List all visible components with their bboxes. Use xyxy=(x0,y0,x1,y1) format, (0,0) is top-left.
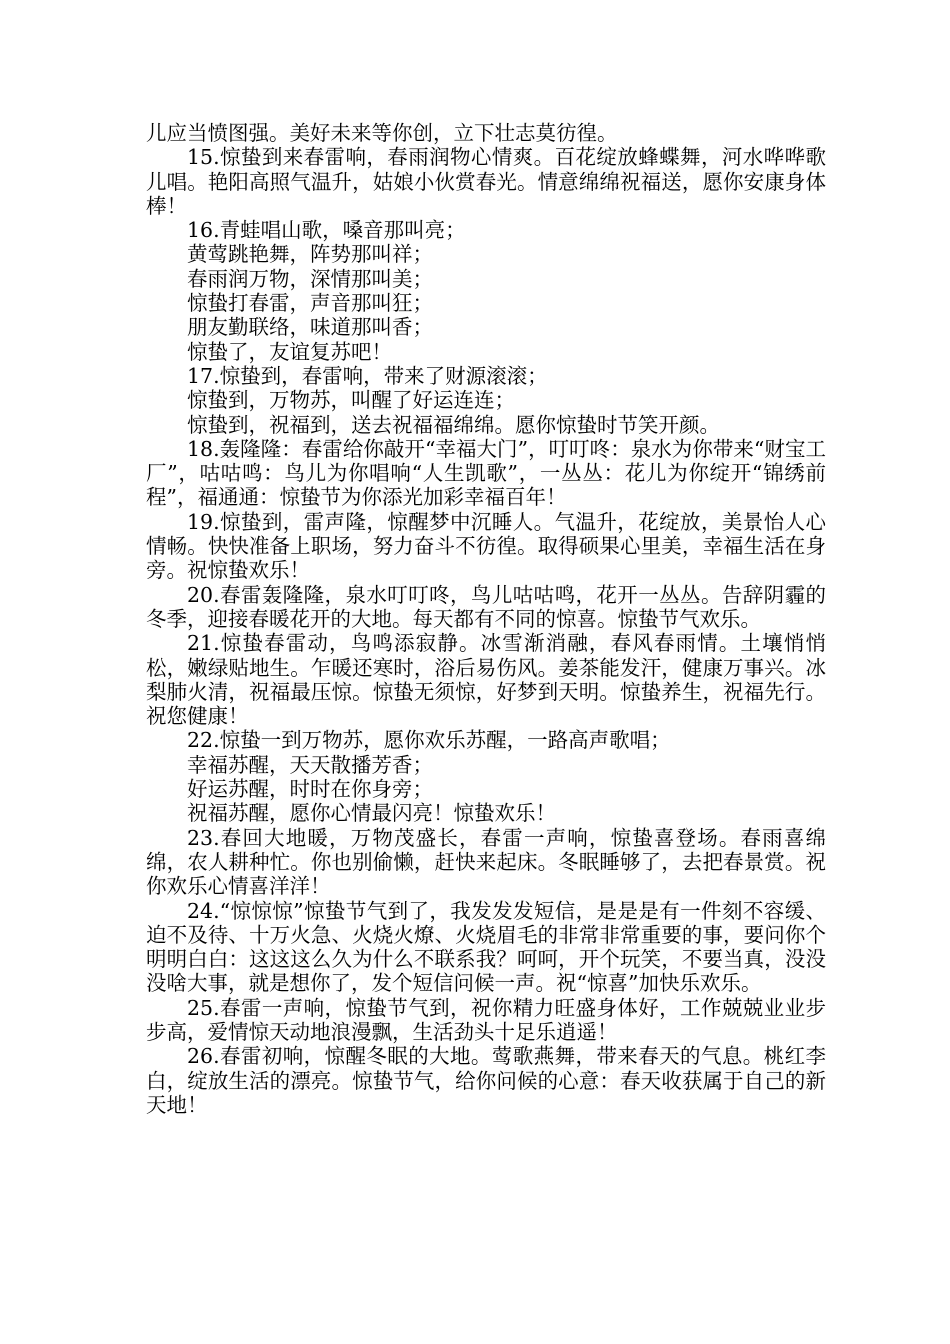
verse-line: 22.惊蛰一到万物苏，愿你欢乐苏醒，一路高声歌唱； xyxy=(187,728,671,753)
verse-line: 朋友勤联络，味道那叫香； xyxy=(187,315,433,340)
verse-line: 春雨润万物，深情那叫美； xyxy=(187,266,433,291)
paragraph-item-23: 23.春回大地暖，万物茂盛长，春雷一声响，惊蛰喜登场。春雨喜绵绵，农人耕种忙。你也别偷懒，赶快来起床。冬眠睡够了，去把春景赏。祝你欢乐心情喜洋洋！ xyxy=(146,825,826,899)
verse-line: 惊蛰打春雷，声音那叫狂； xyxy=(187,291,433,316)
paragraph-item-24: 24.“惊惊惊”惊蛰节气到了，我发发发短信，是是是有一件刻不容缓、迫不及待、十万火急、火烧火燎、火烧眉毛的非常非常重要的事，要问你个明明白白：这这这么久为什么不联系我？呵呵，开个玩笑，不要当真，没没没啥大事，就是想你了，发个短信问候一声。祝“惊喜”加快乐欢乐。 xyxy=(146,898,826,996)
paragraph-item-19: 19.惊蛰到，雷声隆，惊醒梦中沉睡人。气温升，花绽放，美景怡人心情畅。快快准备上职场，努力奋斗不彷徨。取得硕果心里美，幸福生活在身旁。祝惊蛰欢乐！ xyxy=(146,509,826,583)
paragraph-item-25: 25.春雷一声响，惊蛰节气到，祝你精力旺盛身体好，工作兢兢业业步步高，爱情惊天动地浪漫飘，生活劲头十足乐逍遥！ xyxy=(146,995,826,1044)
verse-line: 黄莺跳艳舞，阵势那叫祥； xyxy=(187,242,433,267)
verse-line: 惊蛰了，友谊复苏吧！ xyxy=(187,339,392,364)
verse-line: 惊蛰到，祝福到，送去祝福福绵绵。愿你惊蛰时节笑开颜。 xyxy=(187,412,720,437)
verse-line: 16.青蛙唱山歌，嗓音那叫亮； xyxy=(187,218,466,243)
paragraph-item-21: 21.惊蛰春雷动，鸟鸣添寂静。冰雪渐消融，春风春雨情。土壤悄悄松，嫩绿贴地生。乍暖还寒时，浴后易伤风。姜茶能发汗，健康万事兴。冰梨肺火清，祝福最压惊。惊蛰无须惊，好梦到天明。惊蛰养生，祝福先行。祝您健康！ xyxy=(146,631,826,729)
document-body xyxy=(146,121,826,1117)
paragraph-item-26: 26.春雷初响，惊醒冬眠的大地。莺歌燕舞，带来春天的气息。桃红李白，绽放生活的漂亮。惊蛰节气，给你问候的心意：春天收获属于自己的新天地！ xyxy=(146,1044,826,1117)
paragraph-continuation: 儿应当愤图强。美好未来等你创，立下壮志莫彷徨。 xyxy=(146,121,618,145)
verse-line: 幸福苏醒，天天散播芳香； xyxy=(187,752,433,777)
paragraph-item-18: 18.轰隆隆：春雷给你敲开“幸福大门”，叮叮咚：泉水为你带来“财宝工厂”，咕咕鸣：鸟儿为你唱响“人生凯歌”，一丛丛：花儿为你绽开“锦绣前程”，福通通：惊蛰节为你添光加彩幸福百年！ xyxy=(146,436,826,510)
verse-line: 祝福苏醒，愿你心情最闪亮！惊蛰欢乐！ xyxy=(187,801,556,826)
verse-line: 好运苏醒，时时在你身旁； xyxy=(187,777,433,802)
verse-line: 惊蛰到，万物苏，叫醒了好运连连； xyxy=(187,388,515,413)
paragraph-item-15: 15.惊蛰到来春雷响，春雨润物心情爽。百花绽放蜂蝶舞，河水哗哗歌儿唱。艳阳高照气温升，姑娘小伙赏春光。情意绵绵祝福送，愿你安康身体棒！ xyxy=(146,145,826,218)
verse-line: 17.惊蛰到，春雷响，带来了财源滚滚； xyxy=(187,363,548,388)
paragraph-item-17 xyxy=(146,364,826,437)
paragraph-item-22 xyxy=(146,728,826,825)
paragraph-item-16 xyxy=(146,218,826,364)
paragraph-item-20: 20.春雷轰隆隆，泉水叮叮咚，鸟儿咕咕鸣，花开一丛丛。告辞阴霾的冬季，迎接春暖花开的大地。每天都有不同的惊喜。惊蛰节气欢乐。 xyxy=(146,582,826,631)
